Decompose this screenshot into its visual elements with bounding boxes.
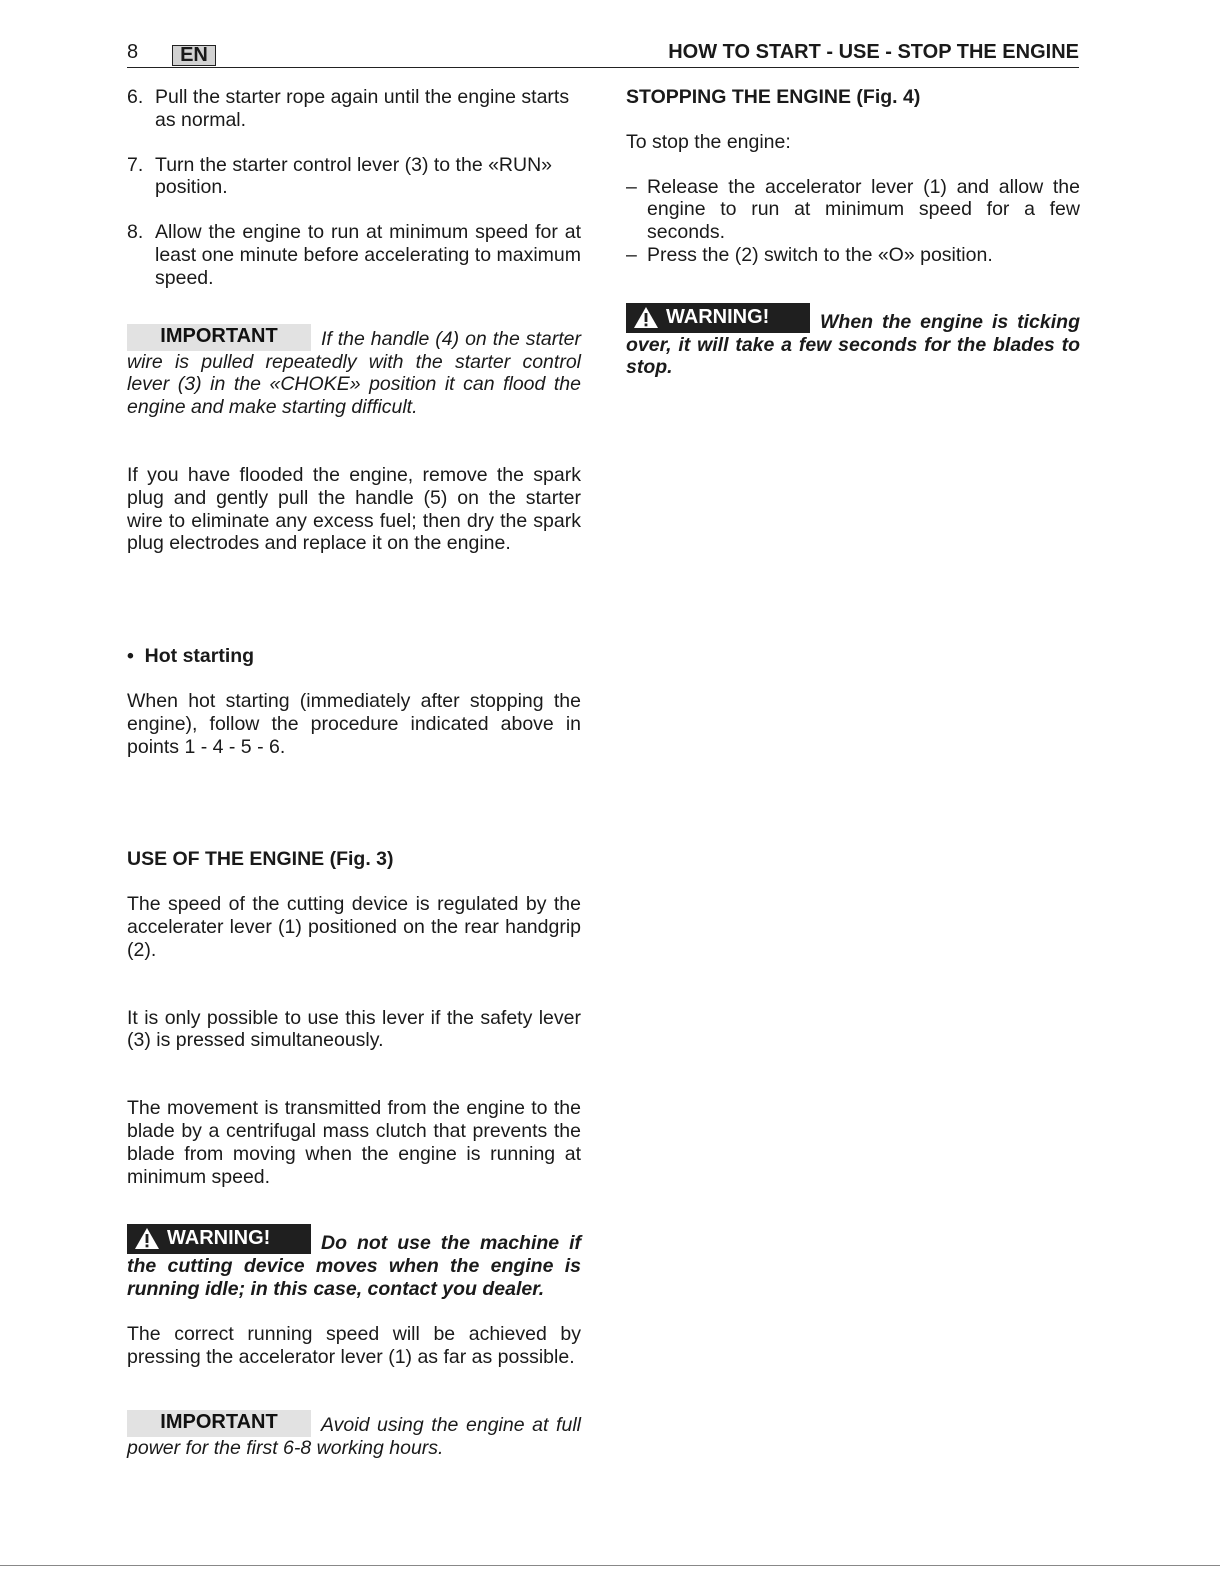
use-paragraph-4: The correct running speed will be achieved by pressing the accelerator lever (1) as far as possible.: [127, 1322, 581, 1368]
header-rule: [127, 67, 1079, 68]
list-item: [626, 244, 1080, 267]
warning-triangle-icon: [633, 306, 659, 329]
hot-starting-heading: [127, 645, 581, 668]
list-item: [626, 176, 1080, 244]
warning-note-text: Do not use the machine if the cutting device moves when the engine is running idle; in this case, contact you dealer.: [127, 1232, 581, 1300]
stop-intro: To stop the engine:: [626, 130, 791, 153]
warning-note-1: [127, 1224, 581, 1300]
use-paragraph-2: It is only possible to use this lever if the safety lever (3) is pressed simultaneously.: [127, 1006, 581, 1052]
step-number: 7.: [127, 153, 144, 176]
bottom-rule: [0, 1565, 1220, 1566]
important-note-text: Avoid using the engine at full power for the first 6-8 working hours.: [127, 1414, 581, 1460]
important-badge: IMPORTANT: [127, 1410, 311, 1437]
right-column: [626, 86, 1080, 379]
warning-note-text: When the engine is ticking over, it will take a few seconds for the blades to stop.: [626, 310, 1080, 379]
warning-badge-label: WARNING!: [666, 305, 770, 328]
bullet-icon: •: [127, 645, 134, 668]
stop-item-text: Release the accelerator lever (1) and allow the engine to run at minimum speed for a few seconds.: [647, 175, 1080, 244]
hot-starting-title: Hot starting: [144, 645, 255, 668]
warning-note-2: [626, 303, 1080, 379]
hot-starting-paragraph: When hot starting (immediately after stopping the engine), follow the procedure indicated above in points 1 - 4 - 5 - 6.: [127, 689, 581, 758]
important-note-1: [127, 324, 581, 419]
flooded-engine-paragraph: If you have flooded the engine, remove the spark plug and gently pull the handle (5) on the starter wire to eliminate any excess fuel; then dry the spark plug electrodes and replace it on the engine.: [127, 463, 581, 555]
warning-badge: [626, 303, 810, 333]
step-text: Turn the starter control lever (3) to the «RUN» position.: [155, 153, 553, 199]
use-engine-heading: USE OF THE ENGINE (Fig. 3): [127, 848, 394, 871]
page-number: 8: [127, 41, 139, 63]
start-steps-list: [127, 86, 581, 290]
list-item: [127, 154, 581, 200]
stop-item-text: Press the (2) switch to the «O» position.: [647, 243, 993, 266]
dash-mark: –: [626, 175, 637, 198]
language-badge: EN: [172, 45, 216, 66]
step-text: Pull the starter rope again until the engine starts as normal.: [155, 86, 570, 131]
step-number: 6.: [127, 86, 144, 108]
use-paragraph-1: The speed of the cutting device is regulated by the accelerater lever (1) positioned on the rear handgrip (2).: [127, 893, 581, 961]
warning-badge-label: WARNING!: [167, 1227, 271, 1250]
use-paragraph-3: The movement is transmitted from the engine to the blade by a centrifugal mass clutch that prevents the blade from moving when the engine is running at minimum speed.: [127, 1097, 581, 1188]
important-note-text: If the handle (4) on the starter wire is pulled repeatedly with the starter control lever (3) in the «CHOKE» position it can flood the engine and make starting difficult.: [127, 327, 581, 419]
important-badge: IMPORTANT: [127, 324, 311, 351]
step-text: Allow the engine to run at minimum speed for at least one minute before accelerating to maximum speed.: [155, 221, 581, 289]
dash-mark: –: [626, 243, 637, 266]
list-item: [127, 221, 581, 289]
warning-badge: [127, 1224, 311, 1254]
warning-triangle-icon: [134, 1227, 160, 1250]
step-number: 8.: [127, 221, 144, 244]
stopping-engine-heading: STOPPING THE ENGINE (Fig. 4): [626, 86, 921, 108]
important-note-2: [127, 1410, 581, 1460]
list-item: [127, 86, 581, 132]
running-title: HOW TO START - USE - STOP THE ENGINE: [668, 41, 1079, 63]
left-column: [127, 86, 581, 1460]
stop-steps-list: [626, 176, 1080, 267]
